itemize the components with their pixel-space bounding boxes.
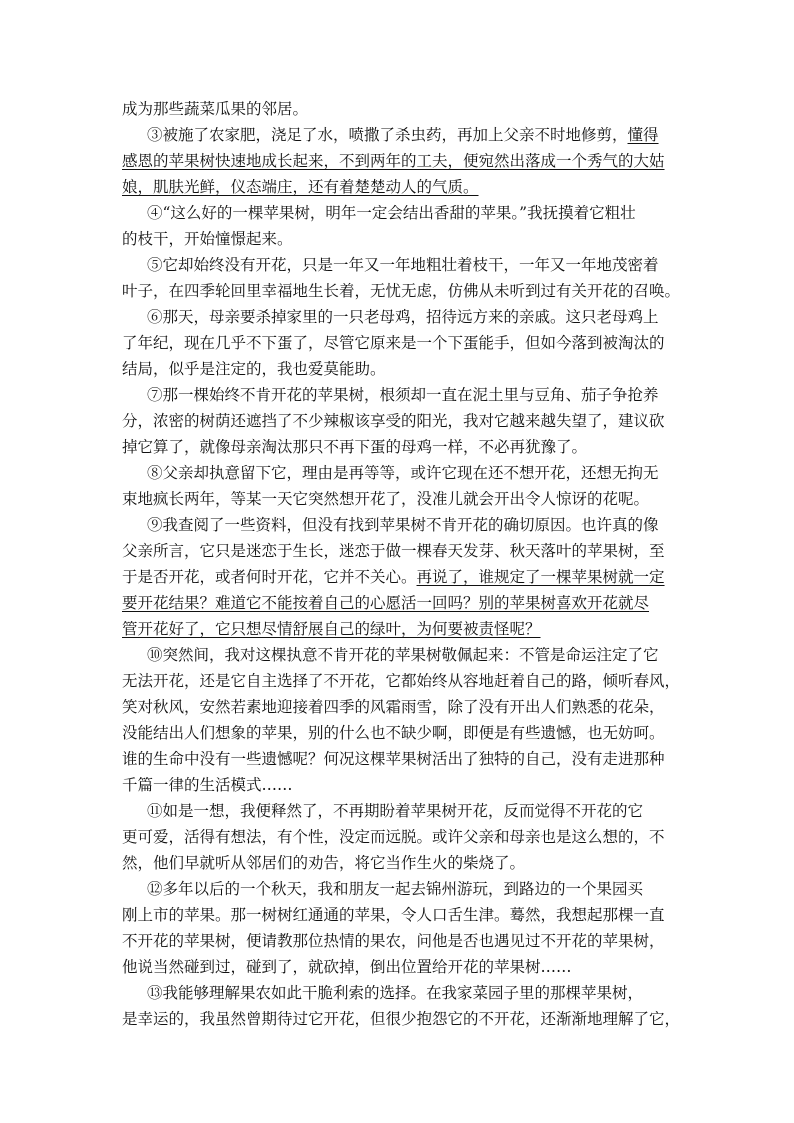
paragraph-p-intro bbox=[122, 96, 682, 122]
line-text: ⑤它却始终没有开花，只是一年又一年地粗壮着枝干，一年又一年地茂密着 bbox=[147, 256, 659, 274]
text-line bbox=[122, 200, 682, 226]
paragraph-p5 bbox=[122, 252, 682, 304]
text-line bbox=[122, 590, 682, 616]
paragraph-p8 bbox=[122, 460, 682, 512]
text-line bbox=[122, 642, 682, 668]
line-text: 然，他们早就听从邻居们的劝告，将它当作生火的柴烧了。 bbox=[122, 854, 526, 872]
text-line bbox=[122, 382, 682, 408]
text-line bbox=[122, 174, 682, 200]
line-text: 了年纪，现在几乎不下蛋了，尽管它原来是一个下蛋能手，但如今落到被淘汰的 bbox=[122, 334, 665, 352]
text-line bbox=[122, 798, 682, 824]
line-text: ⑦那一棵始终不肯开花的苹果树，根须却一直在泥土里与豆角、茄子争抢养 bbox=[147, 386, 659, 404]
text-line bbox=[122, 96, 682, 122]
text-line bbox=[122, 850, 682, 876]
line-text: ③被施了农家肥，浇足了水，喷撒了杀虫药，再加上父亲不时地修剪， bbox=[147, 126, 628, 144]
line-text: 成为那些蔬菜瓜果的邻居。 bbox=[122, 100, 309, 118]
text-line bbox=[122, 538, 682, 564]
underlined-text: 再说了，谁规定了一棵苹果树就一定 bbox=[416, 568, 665, 586]
line-text: 不开花的苹果树，便请教那位热情的果农，问他是否也遇见过不开花的苹果树， bbox=[122, 932, 665, 950]
line-text: 结局，似乎是注定的，我也爱莫能助。 bbox=[122, 360, 386, 378]
text-line bbox=[122, 330, 682, 356]
line-text: ⑬我能够理解果农如此干脆利索的选择。在我家菜园子里的那棵苹果树， bbox=[147, 984, 644, 1002]
text-line bbox=[122, 902, 682, 928]
line-text: ⑪如是一想，我便释然了，不再期盼着苹果树开花，反而觉得不开花的它 bbox=[147, 802, 644, 820]
text-line bbox=[122, 954, 682, 980]
line-text: ⑩突然间，我对这棵执意不肯开花的苹果树敬佩起来：不管是命运注定了它 bbox=[147, 646, 659, 664]
text-line bbox=[122, 928, 682, 954]
text-line bbox=[122, 564, 682, 590]
text-line bbox=[122, 486, 682, 512]
text-line bbox=[122, 512, 682, 538]
text-line bbox=[122, 148, 682, 174]
text-line bbox=[122, 616, 682, 642]
line-text: 分，浓密的树荫还遮挡了不少辣椒该享受的阳光，我对它越来越失望了，建议砍 bbox=[122, 412, 665, 430]
text-line bbox=[122, 824, 682, 850]
line-text: 千篇一律的生活模式…… bbox=[122, 776, 293, 794]
text-line bbox=[122, 720, 682, 746]
text-line bbox=[122, 252, 682, 278]
line-text: 是幸运的，我虽然曾期待过它开花，但很少抱怨它的不开花，还渐渐地理解了它， bbox=[122, 1010, 681, 1028]
line-text: 叶子，在四季轮回里幸福地生长着，无忧无虑，仿佛从未听到过有关开花的召唤。 bbox=[122, 282, 681, 300]
line-text: 没能结出人们想象的苹果，别的什么也不缺少啊，即便是有些遗憾，也无妨呵。 bbox=[122, 724, 665, 742]
line-text: 刚上市的苹果。那一树树红通通的苹果，令人口舌生津。蓦然，我想起那棵一直 bbox=[122, 906, 665, 924]
line-text: 的枝干，开始憧憬起来。 bbox=[122, 230, 293, 248]
line-text: 于是否开花，或者何时开花，它并不关心。 bbox=[122, 568, 417, 586]
paragraph-p9 bbox=[122, 512, 682, 642]
text-line bbox=[122, 408, 682, 434]
text-line bbox=[122, 1006, 682, 1032]
underlined-text: 娘，肌肤光鲜，仪态端庄，还有着楚楚动人的气质。 bbox=[122, 178, 479, 196]
line-text: 他说当然碰到过，碰到了，就砍掉，倒出位置给开花的苹果树…… bbox=[122, 958, 572, 976]
paragraph-p7 bbox=[122, 382, 682, 460]
paragraph-p3 bbox=[122, 122, 682, 200]
line-text: ⑨我查阅了一些资料，但没有找到苹果树不肯开花的确切原因。也许真的像 bbox=[147, 516, 659, 534]
line-text: 束地疯长两年，等某一天它突然想开花了，没准儿就会开出令人惊讶的花呢。 bbox=[122, 490, 650, 508]
text-line bbox=[122, 278, 682, 304]
text-line bbox=[122, 122, 682, 148]
paragraph-p12 bbox=[122, 876, 682, 980]
text-line bbox=[122, 746, 682, 772]
line-text: 掉它算了，就像母亲淘汰那只不再下蛋的母鸡一样，不必再犹豫了。 bbox=[122, 438, 588, 456]
article-body bbox=[122, 96, 682, 1032]
text-line bbox=[122, 668, 682, 694]
text-line bbox=[122, 304, 682, 330]
line-text: 谁的生命中没有一些遗憾呢？何况这棵苹果树活出了独特的自己，没有走进那种 bbox=[122, 750, 665, 768]
line-text: ⑥那天，母亲要杀掉家里的一只老母鸡，招待远方来的亲戚。这只老母鸡上 bbox=[147, 308, 659, 326]
underlined-text: 要开花结果？难道它不能按着自己的心愿活一回吗？别的苹果树喜欢开花就尽 bbox=[122, 594, 650, 612]
text-line bbox=[122, 772, 682, 798]
line-text: 笑对秋风，安然若素地迎接着四季的风霜雨雪，除了没有开出人们熟悉的花朵， bbox=[122, 698, 665, 716]
line-text: 父亲所言，它只是迷恋于生长，迷恋于做一棵春天发芽、秋天落叶的苹果树，至 bbox=[122, 542, 665, 560]
text-line bbox=[122, 980, 682, 1006]
underlined-text: 感恩的苹果树快速地成长起来，不到两年的工夫，便宛然出落成一个秀气的大姑 bbox=[122, 152, 665, 170]
paragraph-p10 bbox=[122, 642, 682, 798]
paragraph-p4 bbox=[122, 200, 682, 252]
paragraph-p6 bbox=[122, 304, 682, 382]
text-line bbox=[122, 434, 682, 460]
text-line bbox=[122, 460, 682, 486]
underlined-text: 管开花好了，它只想尽情舒展自己的绿叶，为何要被责怪呢？ bbox=[122, 620, 541, 638]
line-text: ⑫多年以后的一个秋天，我和朋友一起去锦州游玩，到路边的一个果园买 bbox=[147, 880, 644, 898]
line-text: ④“这么好的一棵苹果树，明年一定会结出香甜的苹果。”我抚摸着它粗壮 bbox=[147, 204, 636, 222]
underlined-text: 懂得 bbox=[627, 126, 659, 144]
text-line bbox=[122, 694, 682, 720]
text-line bbox=[122, 876, 682, 902]
line-text: 更可爱，活得有想法，有个性，没定而远脱。或许父亲和母亲也是这么想的，不 bbox=[122, 828, 665, 846]
line-text: ⑧父亲却执意留下它，理由是再等等，或许它现在还不想开花，还想无拘无 bbox=[147, 464, 659, 482]
text-line bbox=[122, 356, 682, 382]
paragraph-p13 bbox=[122, 980, 682, 1032]
line-text: 无法开花，还是它自主选择了不开花，它都始终从容地赶着自己的路，倾听春风， bbox=[122, 672, 681, 690]
text-line bbox=[122, 226, 682, 252]
paragraph-p11 bbox=[122, 798, 682, 876]
